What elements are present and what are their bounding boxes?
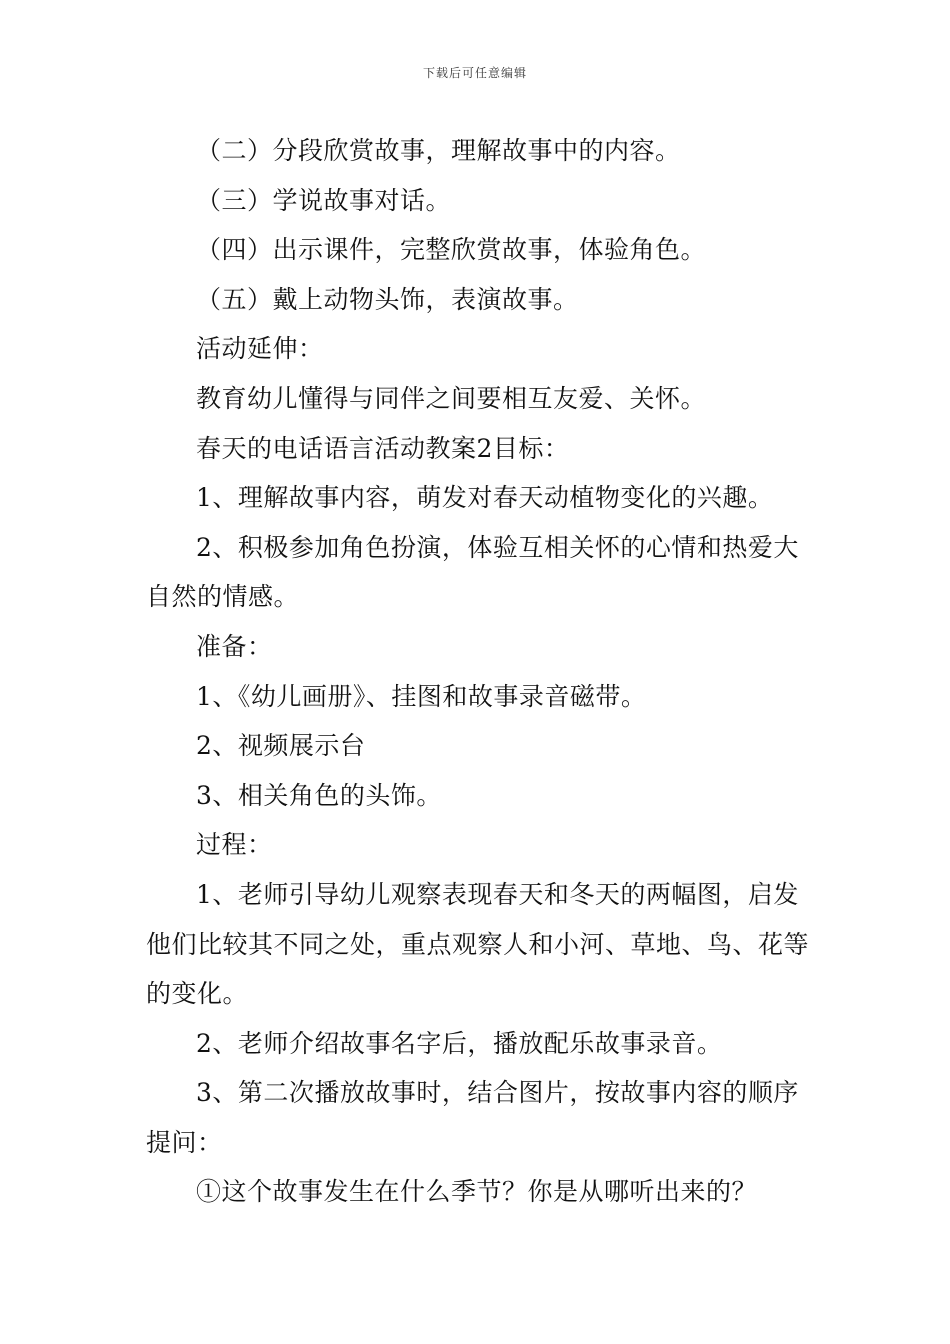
- page-header: 下载后可任意编辑: [422, 66, 527, 80]
- paragraph: （二）分段欣赏故事，理解故事中的内容。: [196, 136, 681, 165]
- list-item: 2、老师介绍故事名字后，播放配乐故事录音。: [196, 1028, 723, 1058]
- list-item: 3、第二次播放故事时，结合图片，按故事内容的顺序提问：: [146, 1078, 799, 1157]
- section-heading: 准备：: [196, 631, 273, 661]
- section-heading: 过程：: [196, 830, 273, 860]
- paragraph: 教育幼儿懂得与同伴之间要相互友爱、关怀。: [196, 383, 707, 413]
- section-heading: 活动延伸：: [196, 334, 324, 364]
- question-item: ①这个故事发生在什么季节？你是从哪听出来的？: [196, 1177, 758, 1207]
- list-item: 2、积极参加角色扮演，体验互相关怀的心情和热爱大自然的情感。: [146, 532, 799, 612]
- paragraph: （四）出示课件，完整欣赏故事，体验角色。: [196, 235, 707, 265]
- list-item: 2、视频展示台: [196, 731, 366, 761]
- list-item: 1、《幼儿画册》、挂图和故事录音磁带。: [196, 681, 647, 711]
- document-body: [146, 126, 811, 1217]
- paragraph: （三）学说故事对话。: [196, 185, 452, 215]
- list-item: 1、理解故事内容，萌发对春天动植物变化的兴趣。: [196, 483, 774, 513]
- list-item: 3、相关角色的头饰。: [196, 780, 442, 810]
- section-heading: 春天的电话语言活动教案2目标：: [196, 433, 570, 463]
- paragraph: （五）戴上动物头饰，表演故事。: [196, 284, 579, 314]
- list-item: 1、老师引导幼儿观察表现春天和冬天的两幅图，启发他们比较其不同之处，重点观察人和小河、草地、鸟、花等的变化。: [146, 879, 810, 1009]
